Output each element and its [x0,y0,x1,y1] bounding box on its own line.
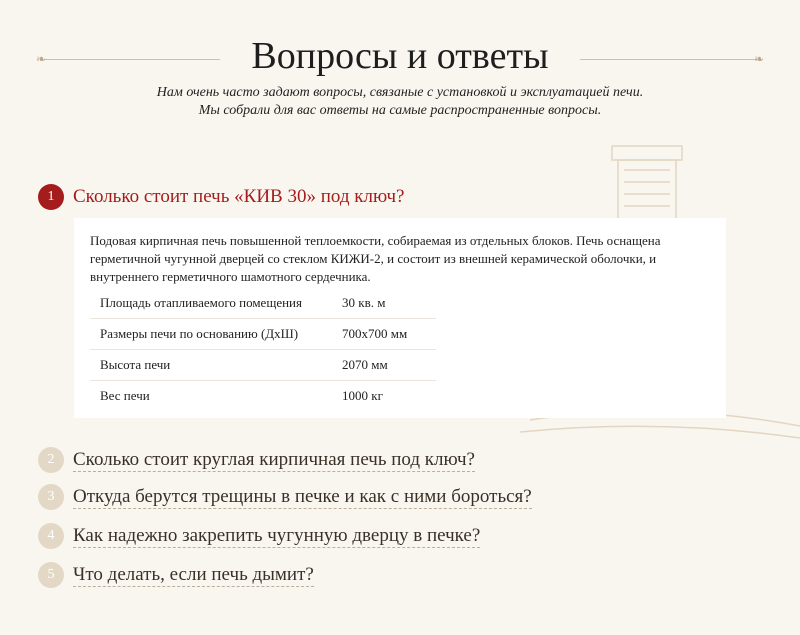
subtitle-line-1: Нам очень часто задают вопросы, связаные с установкой и эксплуатацией печи. [156,85,644,100]
faq-number-badge: 3 [38,484,64,510]
spec-value: 700х700 мм [342,319,436,350]
faq-number-badge: 4 [38,523,64,549]
spec-value: 2070 мм [342,350,436,381]
spec-value: 1000 кг [342,388,383,403]
faq-number-badge: 2 [38,447,64,473]
faq-item-1[interactable] [38,183,404,211]
spec-label: Площадь отапливаемого помещения [90,288,342,319]
ornament-right-icon: ❧ [754,52,765,66]
faq-item-4[interactable] [38,522,480,550]
spec-label: Вес печи [100,388,150,403]
subtitle-line-2: Мы собрали для вас ответы на самые распространенные вопросы. [198,103,602,118]
page-title: Вопросы и ответы [251,35,549,77]
spec-value: 30 кв. м [342,288,436,319]
faq-item-2[interactable] [38,446,475,474]
spec-label: Размеры печи по основанию (ДхШ) [90,319,342,350]
title-divider-right [580,59,760,60]
faq-number-badge: 5 [38,562,64,588]
page-subtitle [0,84,800,120]
faq-item-5[interactable] [38,561,314,589]
spec-label: Высота печи [90,350,342,381]
table-row [90,288,436,319]
faq-question-link[interactable]: Сколько стоит печь «КИВ 30» под ключ? [73,186,405,207]
table-row [90,319,436,350]
faq-answer-panel [74,218,726,418]
page-header [0,28,800,88]
specs-table [90,288,436,411]
faq-number-badge: 1 [38,184,64,210]
answer-description: Подовая кирпичная печь повышенной теплоемкости, собираемая из отдельных блоков. Печь оснащена герметичной чугунной дверцей со стеклом КИЖИ-2, и состоит из внешней керамической оболочки, и внутреннего герметичного шамотного сердечника. [90,233,661,284]
table-row [90,381,436,412]
faq-question-link[interactable]: Как надежно закрепить чугунную дверцу в печке? [73,524,481,546]
ornament-left-icon: ❧ [36,52,47,66]
faq-question-link[interactable]: Сколько стоит круглая кирпичная печь под ключ? [73,448,475,470]
faq-question-link[interactable]: Откуда берутся трещины в печке и как с ними бороться? [73,485,532,507]
faq-item-3[interactable] [38,483,532,511]
table-row [90,350,436,381]
faq-question-link[interactable]: Что делать, если печь дымит? [73,563,314,585]
